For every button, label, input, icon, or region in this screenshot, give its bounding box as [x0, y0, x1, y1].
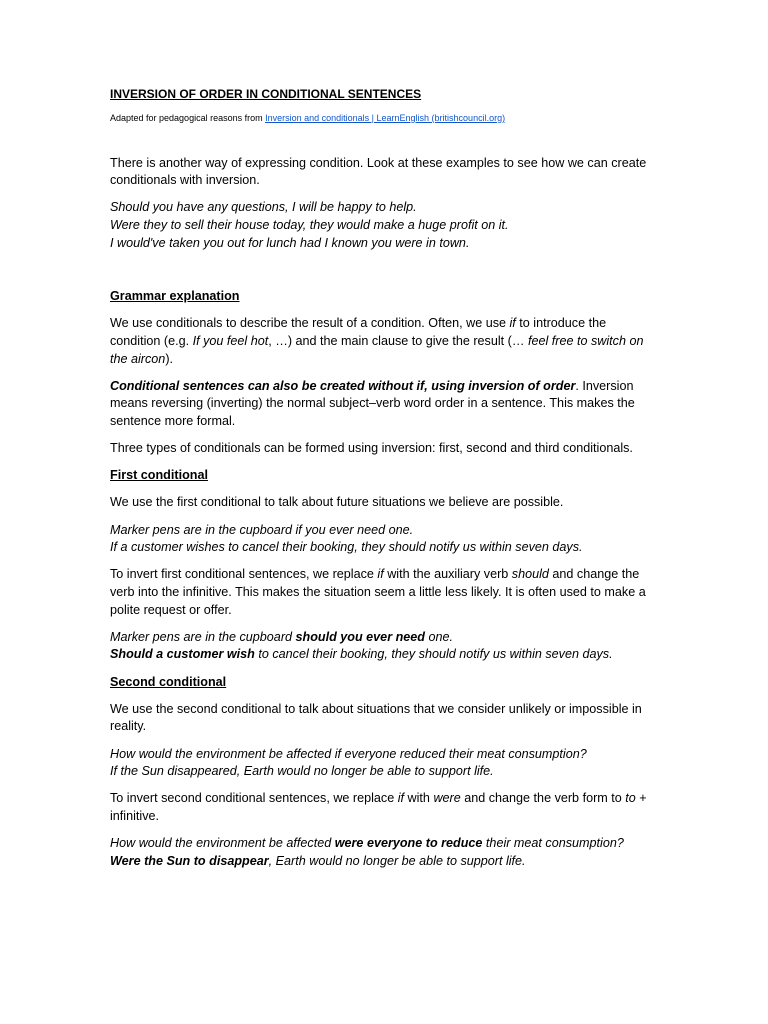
document-body	[110, 86, 660, 870]
grammar-paragraph-2: Conditional sentences can also be created without if, using inversion of order. Inversion means reversing (inverting) the normal subject–verb word order in a sentence. This makes the sentence more formal.	[110, 378, 635, 428]
source-link[interactable]: Inversion and conditionals | LearnEnglish (britishcouncil.org)	[265, 112, 506, 123]
second-inverted-example-1: How would the environment be affected were everyone to reduce their meat consumption?	[110, 836, 624, 851]
second-example-2: If the Sun disappeared, Earth would no longer be able to support life.	[110, 764, 494, 779]
document-title: INVERSION OF ORDER IN CONDITIONAL SENTENCES	[110, 87, 422, 101]
source-prefix: Adapted for pedagogical reasons from	[110, 112, 266, 123]
grammar-paragraph-1: We use conditionals to describe the result of a condition. Often, we use if to introduce the condition (e.g. If you feel hot, …) and the main clause to give the result (… feel free to switch on the aircon).	[110, 316, 644, 366]
intro-example-1: Should you have any questions, I will be happy to help.	[110, 200, 417, 215]
grammar-paragraph-3: Three types of conditionals can be formed using inversion: first, second and third conditionals.	[110, 441, 633, 456]
intro-example-2: Were they to sell their house today, they would make a huge profit on it.	[110, 217, 509, 232]
first-conditional-intro: We use the first conditional to talk about future situations we believe are possible.	[110, 495, 564, 510]
intro-paragraph: There is another way of expressing condition. Look at these examples to see how we can create conditionals with inversion.	[110, 155, 647, 188]
first-example-1: Marker pens are in the cupboard if you ever need one.	[110, 522, 414, 537]
second-conditional-rule: To invert second conditional sentences, we replace if with were and change the verb form to to + infinitive.	[110, 791, 647, 823]
second-conditional-heading: Second conditional	[110, 674, 227, 689]
second-inverted-example-2: Were the Sun to disappear, Earth would no longer be able to support life.	[110, 853, 526, 868]
first-conditional-rule: To invert first conditional sentences, we replace if with the auxiliary verb should and change the verb into the infinitive. This makes the situation seem a little less likely. It is often used to make a polite request or offer.	[110, 567, 646, 617]
second-conditional-intro: We use the second conditional to talk about situations that we consider unlikely or impossible in reality.	[110, 701, 642, 734]
first-example-2: If a customer wishes to cancel their booking, they should notify us within seven days.	[110, 540, 583, 555]
grammar-heading: Grammar explanation	[110, 289, 240, 304]
source-line	[110, 112, 660, 125]
intro-example-3: I would've taken you out for lunch had I known you were in town.	[110, 235, 470, 250]
first-inverted-example-2: Should a customer wish to cancel their booking, they should notify us within seven days.	[110, 647, 613, 662]
first-conditional-heading: First conditional	[110, 468, 208, 483]
first-inverted-example-1: Marker pens are in the cupboard should you ever need one.	[110, 629, 453, 644]
second-example-1: How would the environment be affected if everyone reduced their meat consumption?	[110, 746, 587, 761]
